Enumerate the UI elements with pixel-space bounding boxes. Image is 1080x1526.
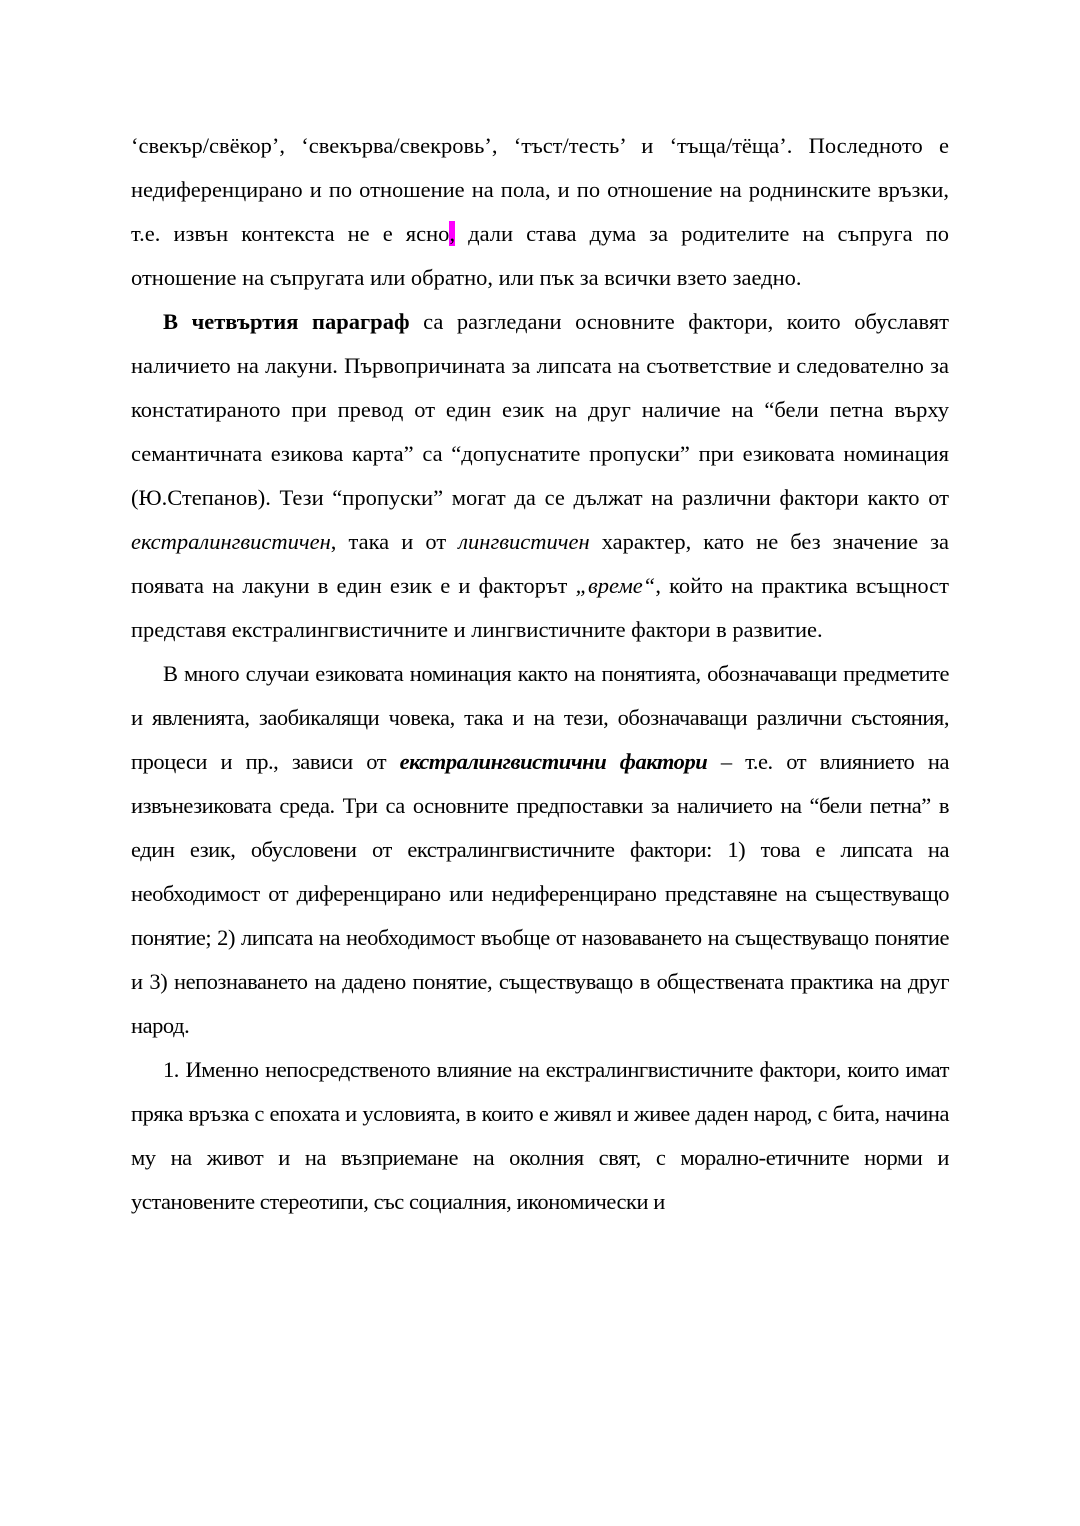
section-heading-bold: В четвъртия параграф [163, 309, 410, 334]
paragraph-3 [131, 652, 949, 1048]
paragraph-4 [131, 1048, 949, 1224]
page-body [131, 124, 949, 1224]
paragraph-1-text-b: дали става дума за родителите на съпруга по отношение на съпругата или обратно, или пък за всички взето заедно. [131, 221, 949, 290]
paragraph-2 [131, 300, 949, 652]
paragraph-3-text-b: – т.е. от влиянието на извънезиковата среда. Три са основните предпоставки за наличието на “бели петна” в един език, обусловени от екстралингвистичните фактори: 1) това е липсата на необходимост от диференцирано или недиференцирано представяне на съществуващо понятие; 2) липсата на необходимост въобще от назоваването на съществуващо понятие и 3) непознаването на дадено понятие, съществуващо в обществената практика на друг народ. [131, 749, 949, 1038]
italic-term-linguistic: лингвистичен [458, 529, 590, 554]
italic-term-extralinguistic: екстралингвистичен [131, 529, 331, 554]
paragraph-1-text-a: ‘свекър/свёкор’, ‘свекърва/свекровь’, ‘тъст/тесть’ и ‘тъща/тёща’. Последното е недиференцирано и по отношение на пола, и по отношение на роднинските връзки, т.е. извън контекста не е ясно [131, 133, 949, 246]
italic-term-time: „време“ [575, 573, 656, 598]
paragraph-4-text: 1. Именно непосредственото влияние на екстралингвистичните фактори, които имат пряка връзка с епохата и условията, в които е живял и живее даден народ, с бита, начина му на живот и на възприемане на околния свят, с морално-етичните норми и установените стереотипи, със социалния, икономически и [131, 1057, 949, 1214]
paragraph-2-text-d: , който на практика всъщност представя екстралингвистичните и лингвистичните фактори в развитие. [131, 573, 949, 642]
paragraph-2-text-c: характер, като не без значение за появата на лакуни в един език е и факторът [131, 529, 950, 598]
paragraph-2-text-a: са разгледани основните фактори, които обуславят наличието на лакуни. Първопричината за липсата на съответствие и следователно за констатираното при превод от един език на друг наличие на “бели петна върху семантичната езикова карта” са “допуснатите пропуски” при езиковата номинация (Ю.Степанов). Тези “пропуски” могат да се дължат на различни фактори както от [131, 309, 950, 510]
bold-italic-term: екстралингвистични фактори [399, 749, 708, 774]
paragraph-3-text-a: В много случаи езиковата номинация както на понятията, обозначаващи предметите и явленията, заобикалящи човека, така и на тези, обозначаващи различни състояния, процеси и пр., зависи от [131, 661, 949, 774]
paragraph-2-text-b: , така и от [330, 529, 459, 554]
highlight-mark: , [449, 221, 456, 246]
paragraph-1 [131, 124, 949, 300]
